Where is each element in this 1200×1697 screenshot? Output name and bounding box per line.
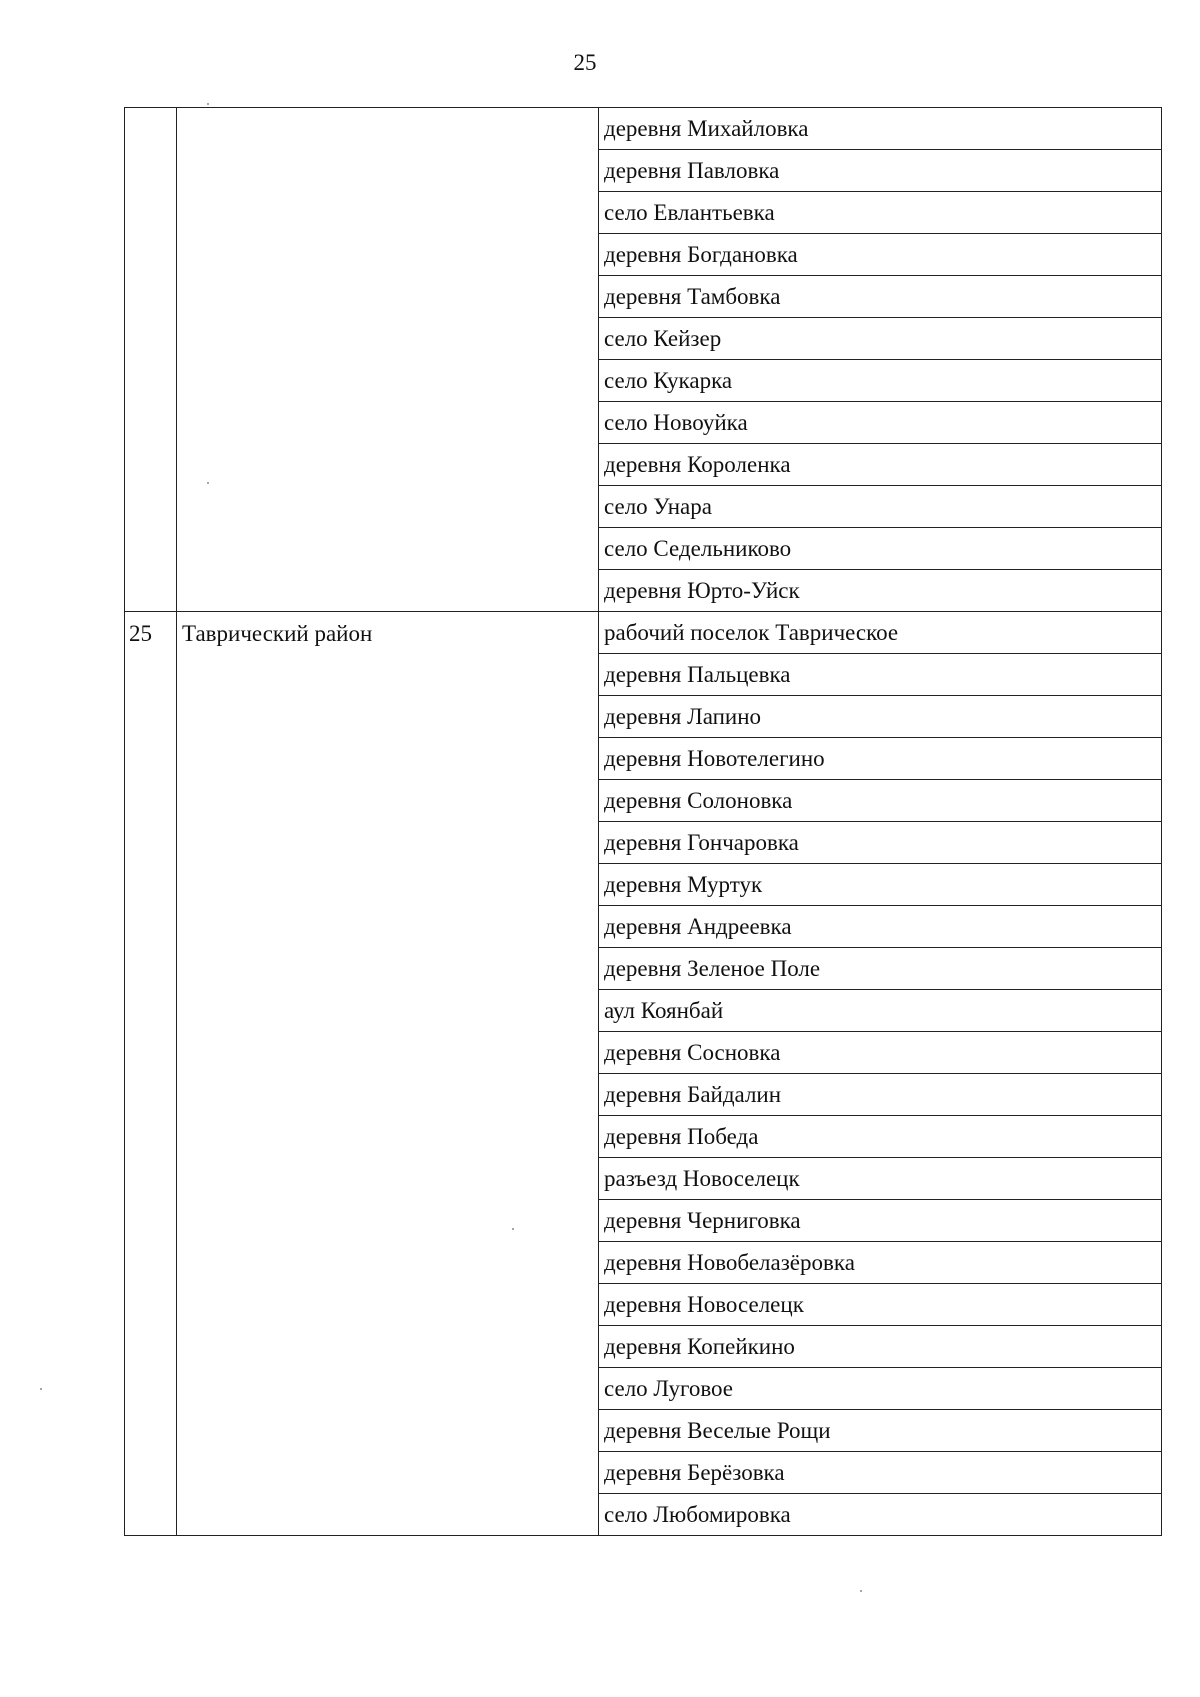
- settlement-cell: село Луговое: [599, 1368, 1162, 1410]
- district-number-cell: [125, 108, 177, 612]
- settlement-cell: деревня Зеленое Поле: [599, 948, 1162, 990]
- table-row: [125, 108, 1162, 150]
- settlement-cell: село Новоуйка: [599, 402, 1162, 444]
- settlement-cell: аул Коянбай: [599, 990, 1162, 1032]
- settlement-cell: деревня Солоновка: [599, 780, 1162, 822]
- district-number-cell: 25: [125, 612, 177, 1536]
- settlement-cell: деревня Павловка: [599, 150, 1162, 192]
- settlement-cell: село Евлантьевка: [599, 192, 1162, 234]
- settlement-cell: деревня Сосновка: [599, 1032, 1162, 1074]
- district-name-cell: Таврический район: [177, 612, 599, 1536]
- settlement-cell: деревня Байдалин: [599, 1074, 1162, 1116]
- scan-speck: [207, 103, 209, 105]
- settlement-cell: деревня Тамбовка: [599, 276, 1162, 318]
- page-number: 25: [573, 50, 597, 75]
- settlement-cell: село Любомировка: [599, 1494, 1162, 1536]
- scan-speck: [40, 1388, 42, 1390]
- settlement-cell: деревня Юрто-Уйск: [599, 570, 1162, 612]
- settlement-cell: разъезд Новоселецк: [599, 1158, 1162, 1200]
- scan-speck: [207, 482, 209, 484]
- settlement-cell: деревня Берёзовка: [599, 1452, 1162, 1494]
- settlement-cell: деревня Копейкино: [599, 1326, 1162, 1368]
- settlement-cell: деревня Новотелегино: [599, 738, 1162, 780]
- settlement-cell: деревня Новоселецк: [599, 1284, 1162, 1326]
- settlement-cell: деревня Гончаровка: [599, 822, 1162, 864]
- settlement-cell: село Седельниково: [599, 528, 1162, 570]
- scan-speck: [860, 1590, 862, 1592]
- settlement-cell: село Кукарка: [599, 360, 1162, 402]
- district-name-cell: [177, 108, 599, 612]
- settlement-cell: деревня Муртук: [599, 864, 1162, 906]
- settlement-cell: село Унара: [599, 486, 1162, 528]
- settlement-cell: деревня Веселые Рощи: [599, 1410, 1162, 1452]
- settlement-cell: деревня Богдановка: [599, 234, 1162, 276]
- settlement-cell: деревня Лапино: [599, 696, 1162, 738]
- settlement-cell: деревня Андреевка: [599, 906, 1162, 948]
- settlement-cell: деревня Пальцевка: [599, 654, 1162, 696]
- settlement-cell: деревня Черниговка: [599, 1200, 1162, 1242]
- scan-speck: [512, 1228, 514, 1230]
- settlement-cell: деревня Победа: [599, 1116, 1162, 1158]
- settlement-cell: деревня Михайловка: [599, 108, 1162, 150]
- settlement-cell: рабочий поселок Таврическое: [599, 612, 1162, 654]
- settlement-cell: деревня Короленка: [599, 444, 1162, 486]
- settlement-cell: деревня Новобелазёровка: [599, 1242, 1162, 1284]
- settlements-table: [124, 107, 1162, 1536]
- settlement-cell: село Кейзер: [599, 318, 1162, 360]
- table-row: [125, 612, 1162, 654]
